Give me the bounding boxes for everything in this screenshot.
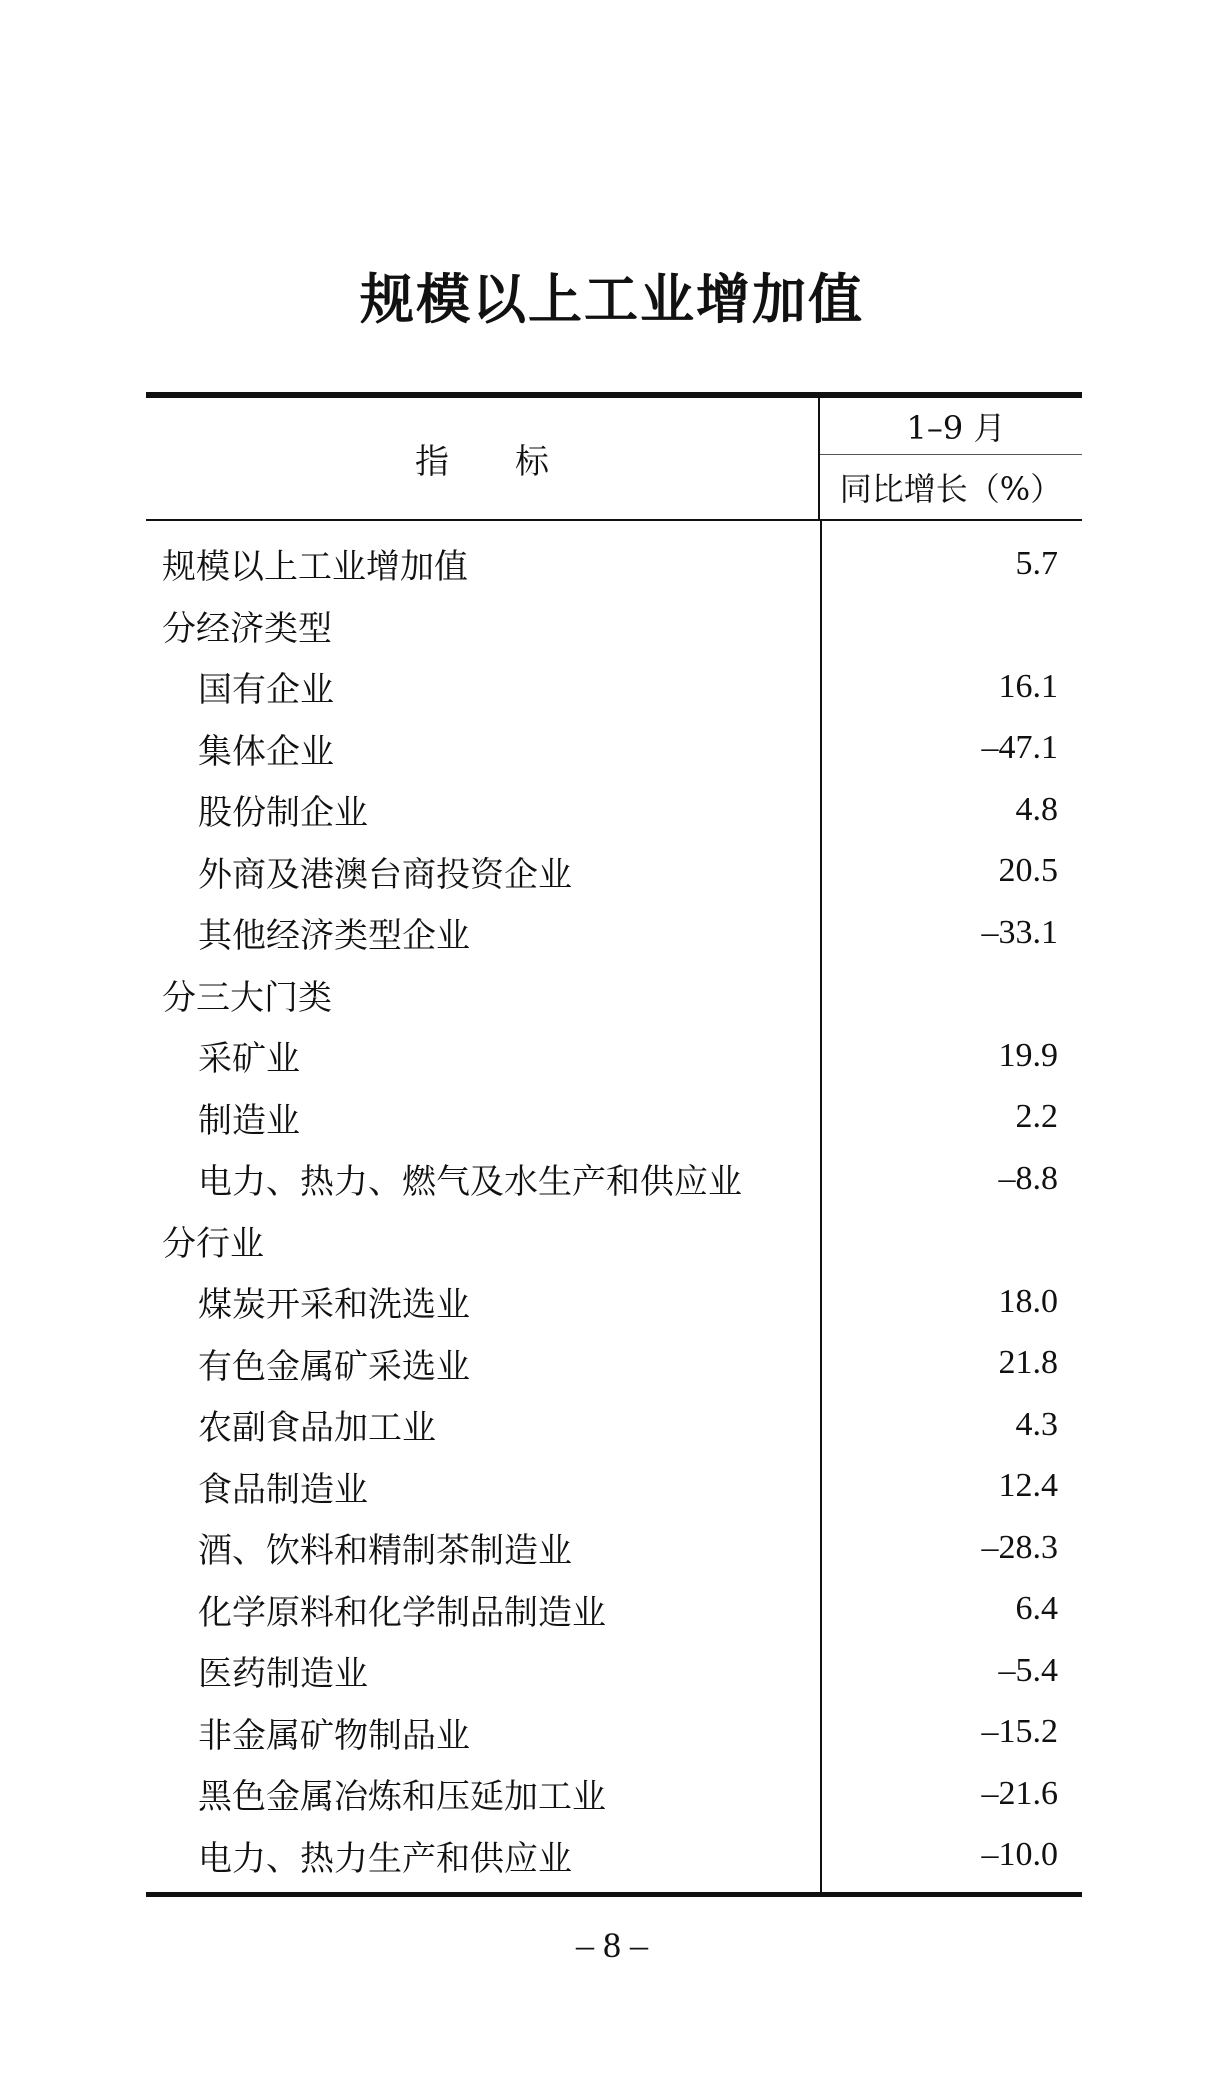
- table-row: [146, 779, 1082, 841]
- row-label: 采矿业: [198, 1039, 300, 1080]
- row-label: 煤炭开采和洗选业: [198, 1285, 470, 1326]
- row-value: –47.1: [981, 729, 1058, 767]
- row-label: 国有企业: [198, 670, 334, 711]
- indicator-column-header: 指标: [146, 398, 820, 519]
- row-label: 分行业: [162, 1223, 264, 1264]
- table-row: [146, 1087, 1082, 1149]
- row-label: 食品制造业: [198, 1469, 368, 1510]
- row-value: 4.8: [1015, 790, 1058, 828]
- row-label: 规模以上工业增加值: [162, 547, 468, 588]
- table-row: [146, 1333, 1082, 1395]
- row-label: 化学原料和化学制品制造业: [198, 1592, 606, 1633]
- row-value: 6.4: [1015, 1590, 1058, 1628]
- table-row: [146, 1456, 1082, 1518]
- row-value: –33.1: [981, 913, 1058, 951]
- page-number: – 8 –: [576, 1925, 648, 1965]
- statistics-table: [146, 392, 1082, 1897]
- table-row: [146, 533, 1082, 595]
- row-value: 5.7: [1015, 544, 1058, 582]
- table-row: [146, 1825, 1082, 1887]
- row-value: –5.4: [998, 1651, 1058, 1689]
- table-row: [146, 1517, 1082, 1579]
- table-row: [146, 902, 1082, 964]
- row-value: –8.8: [998, 1159, 1058, 1197]
- row-value: 21.8: [998, 1344, 1058, 1382]
- table-header: [146, 398, 1082, 521]
- row-value: –10.0: [981, 1836, 1058, 1874]
- table-row: [146, 1702, 1082, 1764]
- row-label: 制造业: [198, 1100, 300, 1141]
- table-row: [146, 1025, 1082, 1087]
- row-label: 分经济类型: [162, 608, 332, 649]
- row-value: 2.2: [1015, 1098, 1058, 1136]
- table-row: [146, 964, 1082, 1026]
- table-row: [146, 1640, 1082, 1702]
- row-label: 非金属矿物制品业: [198, 1715, 470, 1756]
- row-label: 股份制企业: [198, 793, 368, 834]
- table-row: [146, 1210, 1082, 1272]
- table-row: [146, 1579, 1082, 1641]
- row-label: 酒、饮料和精制茶制造业: [198, 1531, 572, 1572]
- row-value: –28.3: [981, 1528, 1058, 1566]
- table-row: [146, 656, 1082, 718]
- table-row: [146, 1763, 1082, 1825]
- row-value: 4.3: [1015, 1405, 1058, 1443]
- row-value: –21.6: [981, 1774, 1058, 1812]
- row-value: 12.4: [998, 1467, 1058, 1505]
- row-label: 分三大门类: [162, 977, 332, 1018]
- row-label: 有色金属矿采选业: [198, 1346, 470, 1387]
- row-value: 16.1: [998, 667, 1058, 705]
- row-label: 电力、热力生产和供应业: [198, 1838, 572, 1879]
- row-value: 18.0: [998, 1282, 1058, 1320]
- row-label: 集体企业: [198, 731, 334, 772]
- table-row: [146, 1148, 1082, 1210]
- row-value: –15.2: [981, 1713, 1058, 1751]
- table-row: [146, 1394, 1082, 1456]
- row-label: 黑色金属冶炼和压延加工业: [198, 1777, 606, 1818]
- table-body: [146, 521, 1082, 1892]
- row-label: 外商及港澳台商投资企业: [198, 854, 572, 895]
- value-column-header: [820, 398, 1082, 519]
- table-row: [146, 595, 1082, 657]
- table-row: [146, 841, 1082, 903]
- row-label: 其他经济类型企业: [198, 916, 470, 957]
- row-label: 电力、热力、燃气及水生产和供应业: [198, 1162, 742, 1203]
- page-title: 规模以上工业增加值: [360, 268, 864, 331]
- row-label: 医药制造业: [198, 1654, 368, 1695]
- table-row: [146, 718, 1082, 780]
- unit-header: 同比增长（%）: [839, 470, 1063, 508]
- row-label: 农副食品加工业: [198, 1408, 436, 1449]
- period-header: 1–9 月: [820, 398, 1082, 455]
- row-value: 20.5: [998, 852, 1058, 890]
- row-value: 19.9: [998, 1036, 1058, 1074]
- table-row: [146, 1271, 1082, 1333]
